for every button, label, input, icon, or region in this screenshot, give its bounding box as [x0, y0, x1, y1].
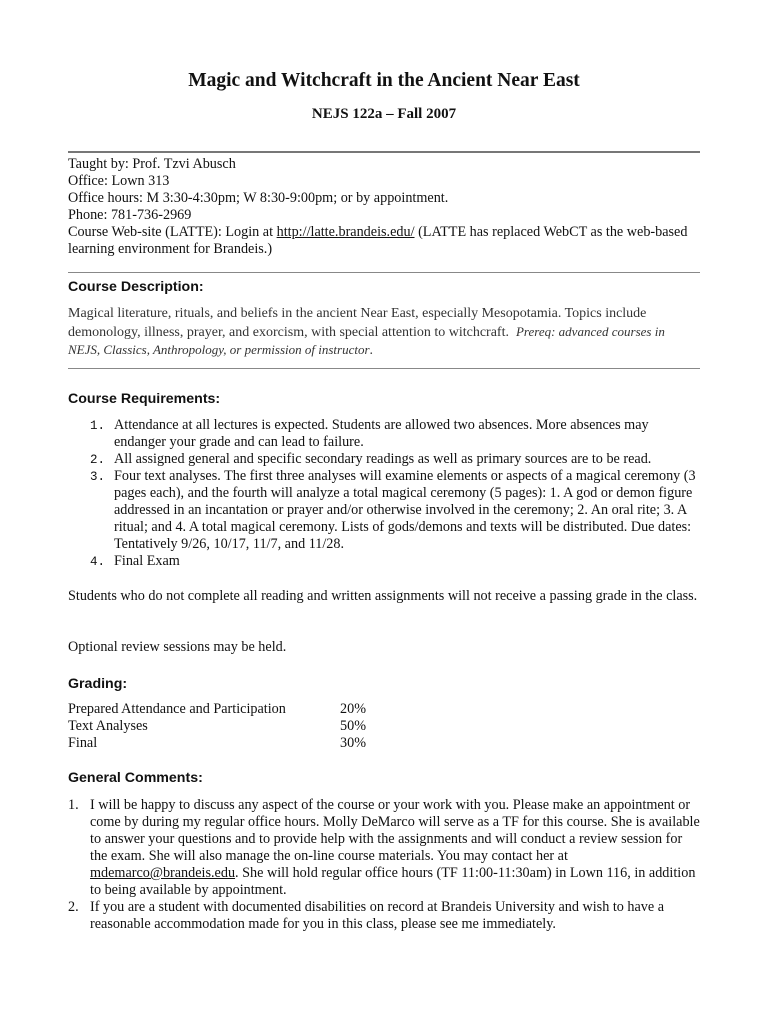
requirement-number: 2. — [90, 453, 106, 467]
comment-text: If you are a student with documented disabilities on record at Brandeis University and wish to have a reasonable accommodation made for you in this class, please see me immediately. — [90, 899, 665, 932]
description-body: Magical literature, rituals, and beliefs in the ancient Near East, especially Mesopotamia. Topics include demonology, illness, prayer, and exorcism, with special attention to witchcraft. — [68, 306, 647, 340]
grading-label: Final — [68, 735, 98, 751]
instructor-info — [68, 156, 700, 258]
course-description-heading: Course Description: — [68, 279, 204, 295]
grading-row — [68, 718, 366, 735]
grading-label: Prepared Attendance and Participation — [68, 701, 286, 717]
course-website — [68, 224, 700, 258]
office-hours: Office hours: M 3:30-4:30pm; W 8:30-9:00pm; or by appointment. — [68, 190, 449, 206]
requirement-number: 4. — [90, 555, 106, 569]
grading-table — [68, 701, 366, 752]
website-prefix: Course Web-site (LATTE): Login at — [68, 224, 277, 240]
comment-number: 1. — [68, 797, 79, 813]
general-comments-list — [68, 797, 700, 933]
comment-item — [68, 899, 700, 933]
grading-label: Text Analyses — [68, 718, 148, 734]
divider-description — [68, 272, 700, 273]
document-subtitle: NEJS 122a – Fall 2007 — [311, 106, 457, 122]
grading-value: 50% — [340, 718, 367, 734]
grading-row — [68, 701, 366, 718]
requirement-number: 1. — [90, 419, 106, 433]
requirement-text: All assigned general and specific secondary readings as well as primary sources are to be read. — [114, 451, 652, 467]
comment-item — [68, 797, 700, 899]
tf-email-link[interactable]: mdemarco@brandeis.edu — [90, 865, 236, 881]
course-description-text — [68, 305, 700, 360]
grading-row — [68, 735, 366, 752]
comment-text: I will be happy to discuss any aspect of the course or your work with you. Please make an appointment or come by during my regular office hours. Molly DeMarco will serve as a TF for this course. She is available to answer your questions and to provide help with the assignments and will conduct a review session for the exam. She will also manage the on-line course materials. You may contact her at — [90, 797, 700, 864]
grading-heading: Grading: — [68, 676, 128, 692]
review-sessions-note: Optional review sessions may be held. — [68, 639, 287, 655]
course-requirements-heading: Course Requirements: — [68, 391, 221, 407]
requirement-item — [68, 451, 700, 468]
website-suffix: (LATTE has replaced WebCT as the web-based learning environment for Brandeis.) — [68, 224, 688, 257]
prereq-period: . — [369, 343, 374, 358]
general-comments-heading: General Comments: — [68, 770, 203, 786]
completion-note: Students who do not complete all reading and written assignments will not receive a passing grade in the class. — [68, 588, 698, 604]
requirement-number: 3. — [90, 470, 106, 484]
requirements-list — [68, 417, 700, 570]
requirement-item — [68, 417, 700, 451]
requirement-text: Final Exam — [114, 553, 180, 569]
requirement-text: Attendance at all lectures is expected. Students are allowed two absences. More absences may endanger your grade and can lead to failure. — [114, 417, 649, 450]
divider-top — [68, 151, 700, 153]
requirement-item — [68, 468, 700, 553]
requirement-text: Four text analyses. The first three analyses will examine elements or aspects of a magical ceremony (3 pages each), and the fourth will analyze a total magical ceremony (5 pages): 1. A god or demon figure addressed in an incantation or prayer and/or otherwise involved in the ceremony; 2. An oral rite; 3. A ritual; and 4. A total magical ceremony. Lists of gods/demons and texts will be distributed. Due dates: Tentatively 9/26, 10/17, 11/7, and 11/28. — [114, 468, 696, 552]
comment-number: 2. — [68, 899, 79, 915]
document-title: Magic and Witchcraft in the Ancient Near East — [188, 70, 580, 91]
grading-value: 30% — [340, 735, 367, 751]
taught-by: Taught by: Prof. Tzvi Abusch — [68, 156, 236, 172]
comment-text-end: . She will hold regular office hours (TF 11:00-11:30am) in Lown 116, in addition to being available by appointment. — [90, 865, 696, 898]
phone: Phone: 781-736-2969 — [68, 207, 192, 223]
requirement-item — [68, 553, 700, 570]
grading-value: 20% — [340, 701, 367, 717]
prerequisites: Prereq: advanced courses in NEJS, Classics, Anthropology, or permission of instructor — [68, 323, 665, 357]
latte-link[interactable]: http://latte.brandeis.edu/ — [276, 224, 415, 240]
office: Office: Lown 313 — [68, 173, 170, 189]
divider-requirements — [68, 368, 700, 369]
